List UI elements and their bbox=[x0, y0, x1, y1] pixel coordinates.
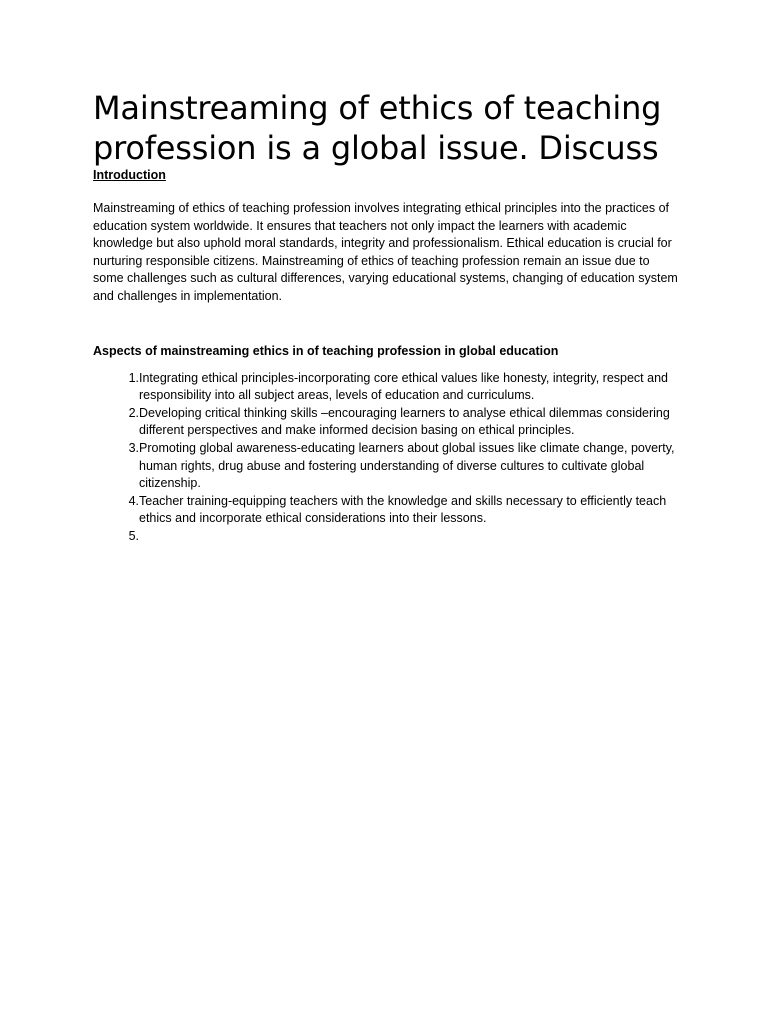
list-item-number: 1. bbox=[128, 370, 139, 385]
list-item-number: 3. bbox=[128, 440, 139, 455]
list-item-text bbox=[139, 528, 679, 546]
introduction-heading: Introduction bbox=[93, 168, 166, 182]
list-item-number: 4. bbox=[128, 493, 139, 508]
list-item bbox=[93, 405, 679, 440]
list-item bbox=[93, 370, 679, 405]
document-page bbox=[93, 88, 679, 546]
aspects-list bbox=[93, 370, 679, 546]
aspects-heading: Aspects of mainstreaming ethics in of teaching profession in global education bbox=[93, 343, 559, 358]
list-item bbox=[93, 440, 679, 493]
list-item-text: Teacher training-equipping teachers with the knowledge and skills necessary to efficiently teach ethics and incorporate ethical considerations into their lessons. bbox=[139, 493, 667, 526]
list-item-text: Promoting global awareness-educating learners about global issues like climate change, poverty, human rights, drug abuse and fostering understanding of diverse cultures to cultivate global citizenship. bbox=[139, 440, 675, 491]
document-title: Mainstreaming of ethics of teaching profession is a global issue. Discuss bbox=[93, 89, 662, 167]
list-item bbox=[93, 493, 679, 528]
list-item bbox=[93, 528, 679, 546]
list-item-number: 2. bbox=[128, 405, 139, 420]
introduction-paragraph: Mainstreaming of ethics of teaching profession involves integrating ethical principles into the practices of education system worldwide. It ensures that teachers not only impact the learners with academic knowledge but also uphold moral standards, integrity and professionalism. Ethical education is crucial for nurturing responsible citizens. Mainstreaming of ethics of teaching profession remain an issue due to some challenges such as cultural differences, varying educational systems, changing of education system and challenges in implementation. bbox=[93, 201, 678, 303]
list-item-number: 5. bbox=[128, 528, 139, 543]
list-item-text: Developing critical thinking skills –encouraging learners to analyse ethical dilemmas considering different perspectives and make informed decision basing on ethical principles. bbox=[139, 405, 670, 438]
list-item-text: Integrating ethical principles-incorporating core ethical values like honesty, integrity, respect and responsibility into all subject areas, levels of education and curriculums. bbox=[139, 370, 668, 403]
